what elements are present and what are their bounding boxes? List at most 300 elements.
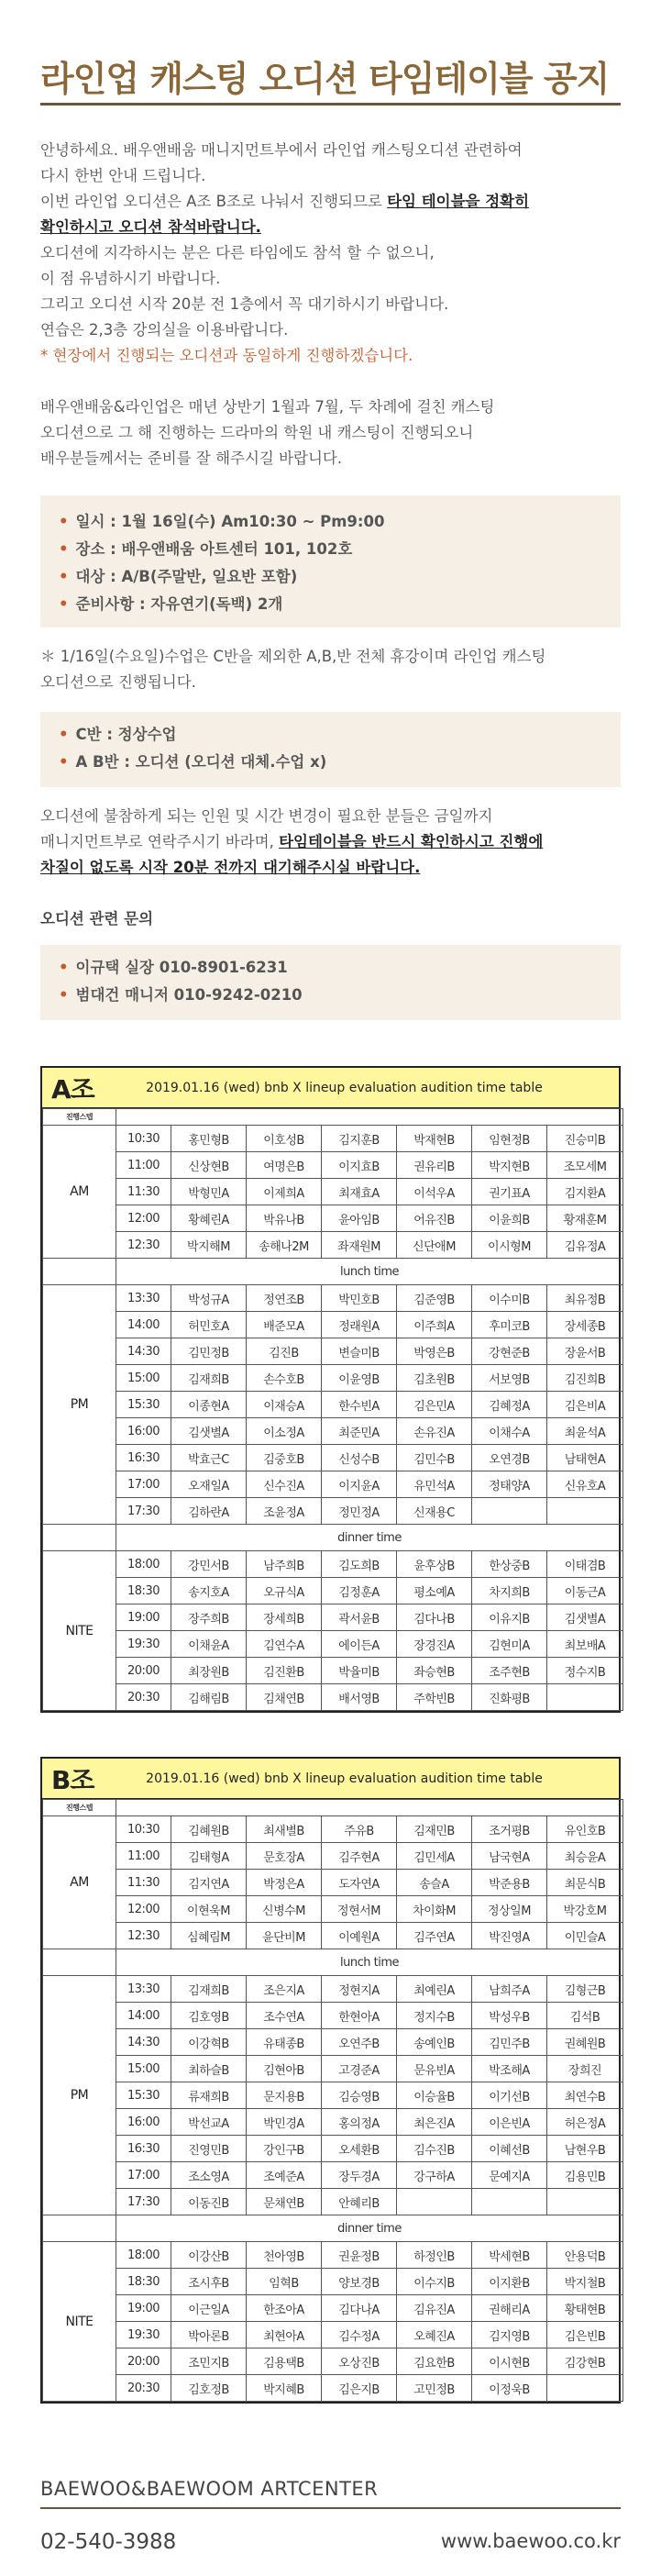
footer-phone: 02-540-3988 bbox=[40, 2530, 177, 2554]
name-cell: 차지희B bbox=[472, 1578, 547, 1604]
name-cell: 조주현B bbox=[472, 1658, 547, 1684]
name-cell: 최연수B bbox=[547, 2082, 623, 2109]
name-cell: 강구하A bbox=[397, 2162, 472, 2189]
name-cell: 윤단비M bbox=[247, 1923, 322, 1949]
name-cell: 신병수M bbox=[247, 1896, 322, 1923]
name-cell: 한현아A bbox=[322, 2003, 397, 2029]
name-cell: 김중호B bbox=[247, 1445, 322, 1471]
name-cell: 조은지A bbox=[247, 1976, 322, 2003]
name-cell: 이재승A bbox=[247, 1392, 322, 1418]
table-row bbox=[43, 1205, 623, 1232]
name-cell: 에이든A bbox=[322, 1631, 397, 1658]
session-label: NITE bbox=[43, 2242, 116, 2402]
name-cell: 이석우A bbox=[397, 1179, 472, 1205]
header-spacer bbox=[116, 1800, 623, 1816]
name-cell: 이지환B bbox=[472, 2269, 547, 2295]
name-cell: 김다나B bbox=[397, 1604, 472, 1631]
name-cell: 여명은B bbox=[247, 1152, 322, 1179]
name-cell: 이강혁B bbox=[171, 2029, 247, 2056]
table-row bbox=[43, 1684, 623, 1711]
name-cell: 이유지B bbox=[472, 1604, 547, 1631]
change-line: 오디션에 불참하게 되는 인원 및 시간 변경이 필요한 분들은 금일까지 bbox=[40, 807, 493, 825]
name-cell: 김초원B bbox=[397, 1365, 472, 1392]
emphasis-text: 타임 테이블을 정확히 bbox=[387, 193, 530, 210]
name-cell: 도자연A bbox=[322, 1870, 397, 1896]
name-cell: 차이화M bbox=[397, 1896, 472, 1923]
name-cell: 류재희B bbox=[171, 2082, 247, 2109]
info-item: • 준비사항 : 자유연기(독백) 2개 bbox=[59, 595, 283, 613]
name-cell: 박조해A bbox=[472, 2056, 547, 2082]
name-cell: 이지효B bbox=[322, 1152, 397, 1179]
intro-line: 이번 라인업 오디션은 A조 B조로 나눠서 진행되므로 타임 테이블을 정확히 bbox=[40, 193, 530, 210]
name-cell: 이강산B bbox=[171, 2242, 247, 2269]
name-cell: 허민호A bbox=[171, 1312, 247, 1338]
name-cell: 최보배A bbox=[547, 1631, 623, 1658]
name-cell: 김정훈A bbox=[322, 1578, 397, 1604]
time-cell: 14:00 bbox=[116, 2003, 171, 2029]
name-cell: 이시현B bbox=[472, 2348, 547, 2375]
time-cell: 18:00 bbox=[116, 1551, 171, 1578]
name-cell: 최재효A bbox=[322, 1179, 397, 1205]
name-cell: 이채수A bbox=[472, 1418, 547, 1445]
schedule-header bbox=[42, 1068, 619, 1108]
table-row bbox=[43, 2269, 623, 2295]
name-cell: 이정욱B bbox=[472, 2375, 547, 2402]
break-spacer bbox=[43, 1259, 116, 1285]
name-cell: 김진B bbox=[247, 1338, 322, 1365]
class-item: • C반 : 정상수업 bbox=[59, 726, 177, 743]
time-cell: 19:30 bbox=[116, 1631, 171, 1658]
name-cell: 문지용B bbox=[247, 2082, 322, 2109]
page-title: 라인업 캐스팅 오디션 타임테이블 공지 bbox=[40, 59, 610, 99]
name-cell: 정연조B bbox=[247, 1285, 322, 1312]
name-cell bbox=[472, 2189, 547, 2215]
name-cell: 정수지B bbox=[547, 1658, 623, 1684]
name-cell bbox=[547, 2375, 623, 2402]
name-cell: 이은빈A bbox=[472, 2109, 547, 2136]
break-row bbox=[43, 1525, 623, 1551]
name-cell: 오연주B bbox=[322, 2029, 397, 2056]
name-cell: 신단애M bbox=[397, 1232, 472, 1259]
time-cell: 11:00 bbox=[116, 1152, 171, 1179]
break-label: dinner time bbox=[116, 2215, 623, 2242]
name-cell: 안용덕B bbox=[547, 2242, 623, 2269]
time-cell: 13:30 bbox=[116, 1976, 171, 2003]
name-cell: 박선교A bbox=[171, 2109, 247, 2136]
name-cell: 박민호B bbox=[322, 1285, 397, 1312]
time-cell: 19:00 bbox=[116, 1604, 171, 1631]
name-cell: 서보영B bbox=[472, 1365, 547, 1392]
time-cell: 11:00 bbox=[116, 1843, 171, 1870]
info-box bbox=[40, 495, 621, 627]
time-cell: 15:30 bbox=[116, 1392, 171, 1418]
table-row bbox=[43, 2082, 623, 2109]
info-item: • 장소 : 배우앤배움 아트센터 101, 102호 bbox=[59, 540, 353, 558]
name-cell: 김재희B bbox=[171, 1365, 247, 1392]
name-cell: 박율미B bbox=[322, 1658, 397, 1684]
break-row bbox=[43, 1259, 623, 1285]
name-cell: 최하슬B bbox=[171, 2056, 247, 2082]
name-cell: 정래원A bbox=[322, 1312, 397, 1338]
name-cell: 박형민A bbox=[171, 1179, 247, 1205]
break-row bbox=[43, 2215, 623, 2242]
name-cell: 박민경A bbox=[247, 2109, 322, 2136]
table-row bbox=[43, 1285, 623, 1312]
name-cell: 하정인B bbox=[397, 2242, 472, 2269]
name-cell: 진화평B bbox=[472, 1684, 547, 1711]
name-cell: 신성수B bbox=[322, 1445, 397, 1471]
name-cell: 장윤서B bbox=[547, 1338, 623, 1365]
name-cell: 이근일A bbox=[171, 2295, 247, 2322]
time-cell: 10:30 bbox=[116, 1816, 171, 1843]
name-cell: 최문식B bbox=[547, 1870, 623, 1896]
name-cell: 배준모A bbox=[247, 1312, 322, 1338]
name-cell: 이시형M bbox=[472, 1232, 547, 1259]
intro-line: 연습은 2,3층 강의실을 이용바랍니다. bbox=[40, 321, 289, 339]
time-cell: 17:00 bbox=[116, 2162, 171, 2189]
name-cell: 안혜리B bbox=[322, 2189, 397, 2215]
table-row bbox=[43, 1312, 623, 1338]
name-cell: 이지윤A bbox=[322, 1471, 397, 1498]
name-cell: 김지훈B bbox=[322, 1126, 397, 1152]
table-row bbox=[43, 2189, 623, 2215]
schedule-group-b bbox=[40, 1757, 621, 2404]
name-cell: 박지혜B bbox=[247, 2375, 322, 2402]
name-cell: 박준용B bbox=[472, 1870, 547, 1896]
name-cell: 좌승현B bbox=[397, 1658, 472, 1684]
name-cell: 박진영A bbox=[472, 1923, 547, 1949]
table-row bbox=[43, 2162, 623, 2189]
name-cell: 최새별B bbox=[247, 1816, 322, 1843]
name-cell: 허은정A bbox=[547, 2109, 623, 2136]
name-cell: 이채윤A bbox=[171, 1631, 247, 1658]
name-cell: 박영은B bbox=[397, 1338, 472, 1365]
table-row bbox=[43, 1418, 623, 1445]
time-cell: 16:30 bbox=[116, 2136, 171, 2162]
intro-text bbox=[40, 138, 627, 472]
table-row bbox=[43, 1232, 623, 1259]
name-cell: 박아론B bbox=[171, 2322, 247, 2348]
time-cell: 17:00 bbox=[116, 1471, 171, 1498]
name-cell: 좌재원M bbox=[322, 1232, 397, 1259]
name-cell: 김호영B bbox=[171, 2003, 247, 2029]
time-cell: 18:30 bbox=[116, 2269, 171, 2295]
change-line bbox=[40, 855, 627, 881]
table-row bbox=[43, 2348, 623, 2375]
name-cell bbox=[397, 2189, 472, 2215]
name-cell: 김주현A bbox=[322, 1843, 397, 1870]
name-cell: 김재희B bbox=[171, 1976, 247, 2003]
table-row bbox=[43, 2322, 623, 2348]
name-cell: 이종현A bbox=[171, 1392, 247, 1418]
table-row bbox=[43, 1338, 623, 1365]
table-row bbox=[43, 1976, 623, 2003]
name-cell: 김샛별A bbox=[171, 1418, 247, 1445]
name-cell: 김샛별A bbox=[547, 1604, 623, 1631]
time-cell: 11:30 bbox=[116, 1870, 171, 1896]
name-cell: 윤후상B bbox=[397, 1551, 472, 1578]
name-cell: 남희주A bbox=[472, 1976, 547, 2003]
name-cell: 조예준A bbox=[247, 2162, 322, 2189]
time-cell: 10:30 bbox=[116, 1126, 171, 1152]
name-cell: 김혜정A bbox=[472, 1392, 547, 1418]
name-cell: 장세희B bbox=[247, 1604, 322, 1631]
table-row bbox=[43, 1631, 623, 1658]
name-cell: 오세환B bbox=[322, 2136, 397, 2162]
name-cell: 고민정B bbox=[397, 2375, 472, 2402]
name-cell: 김하란A bbox=[171, 1498, 247, 1525]
name-cell: 정태양A bbox=[472, 1471, 547, 1498]
change-line: 매니지먼트부로 연락주시기 바라며, 타임테이블을 반드시 확인하시고 진행에 bbox=[40, 833, 544, 850]
schedule-title: 2019.01.16 (wed) bnb X lineup evaluation audition time table bbox=[146, 1080, 543, 1095]
name-cell: 김호정B bbox=[171, 2375, 247, 2402]
emphasis-text: 확인하시고 오디션 참석바랍니다. bbox=[40, 218, 261, 236]
name-cell: 권윤정B bbox=[322, 2242, 397, 2269]
name-cell: 김민정B bbox=[171, 1338, 247, 1365]
name-cell: 김주연A bbox=[397, 1923, 472, 1949]
name-cell: 김은빈B bbox=[547, 2322, 623, 2348]
name-cell: 남주희B bbox=[247, 1551, 322, 1578]
name-cell: 박효근C bbox=[171, 1445, 247, 1471]
name-cell: 유태종B bbox=[247, 2029, 322, 2056]
name-cell: 유인호B bbox=[547, 1816, 623, 1843]
name-cell: 조모세M bbox=[547, 1152, 623, 1179]
session-label: PM bbox=[43, 1285, 116, 1525]
name-cell: 김민세A bbox=[397, 1843, 472, 1870]
table-row bbox=[43, 1896, 623, 1923]
note-text bbox=[40, 644, 627, 695]
name-cell bbox=[547, 1684, 623, 1711]
table-row bbox=[43, 2295, 623, 2322]
name-cell: 박세현B bbox=[472, 2242, 547, 2269]
time-cell: 16:30 bbox=[116, 1445, 171, 1471]
table-row bbox=[43, 2136, 623, 2162]
name-cell: 이민슬A bbox=[547, 1923, 623, 1949]
name-cell: 김지환A bbox=[547, 1179, 623, 1205]
name-cell: 오규식A bbox=[247, 1578, 322, 1604]
table-row bbox=[43, 1445, 623, 1471]
name-cell: 고경준A bbox=[322, 2056, 397, 2082]
table-row bbox=[43, 1658, 623, 1684]
time-cell: 15:00 bbox=[116, 1365, 171, 1392]
name-cell: 김은비A bbox=[547, 1392, 623, 1418]
name-cell: 홍의정A bbox=[322, 2109, 397, 2136]
name-cell: 평소예A bbox=[397, 1578, 472, 1604]
table-row bbox=[43, 1179, 623, 1205]
name-cell: 황태현B bbox=[547, 2295, 623, 2322]
name-cell: 신수진A bbox=[247, 1471, 322, 1498]
note-line: ＊ 1/16일(수요일)수업은 C반을 제외한 A,B,반 전체 휴강이며 라인업 캐스팅 bbox=[40, 648, 546, 665]
name-cell: 이수지B bbox=[397, 2269, 472, 2295]
name-cell: 남현우B bbox=[547, 2136, 623, 2162]
name-cell: 천아영B bbox=[247, 2242, 322, 2269]
name-cell: 조소영A bbox=[171, 2162, 247, 2189]
emphasis-text: 타임테이블을 반드시 확인하시고 진행에 bbox=[279, 833, 544, 850]
name-cell: 김유진A bbox=[397, 2295, 472, 2322]
time-cell: 15:00 bbox=[116, 2056, 171, 2082]
name-cell: 박정은A bbox=[247, 1870, 322, 1896]
time-cell: 14:30 bbox=[116, 2029, 171, 2056]
name-cell: 박성우B bbox=[472, 2003, 547, 2029]
header-spacer bbox=[116, 1109, 623, 1126]
name-cell: 한조아A bbox=[247, 2295, 322, 2322]
session-label: PM bbox=[43, 1976, 116, 2215]
name-cell: 임현정B bbox=[472, 1126, 547, 1152]
break-label: lunch time bbox=[116, 1949, 623, 1976]
name-cell: 이윤영B bbox=[322, 1365, 397, 1392]
name-cell: 손유진A bbox=[397, 1418, 472, 1445]
name-cell: 심혜림M bbox=[171, 1923, 247, 1949]
name-cell: 곽서윤B bbox=[322, 1604, 397, 1631]
break-row bbox=[43, 1949, 623, 1976]
name-cell: 홍민형B bbox=[171, 1126, 247, 1152]
table-row bbox=[43, 1126, 623, 1152]
name-cell: 최현아A bbox=[247, 2322, 322, 2348]
intro-line bbox=[40, 215, 627, 240]
schedule-header bbox=[42, 1759, 619, 1799]
name-cell: 문호장A bbox=[247, 1843, 322, 1870]
name-cell: 진승미B bbox=[547, 1126, 623, 1152]
name-cell: 유민석A bbox=[397, 1471, 472, 1498]
table-row bbox=[43, 1471, 623, 1498]
name-cell: 후미코B bbox=[472, 1312, 547, 1338]
table-row bbox=[43, 1498, 623, 1525]
time-cell: 14:00 bbox=[116, 1312, 171, 1338]
name-cell: 김현미A bbox=[472, 1631, 547, 1658]
name-cell: 이주희A bbox=[397, 1312, 472, 1338]
time-cell: 14:30 bbox=[116, 1338, 171, 1365]
name-cell bbox=[547, 2189, 623, 2215]
name-cell: 송예인B bbox=[397, 2029, 472, 2056]
table-row bbox=[43, 1392, 623, 1418]
time-cell: 12:00 bbox=[116, 1896, 171, 1923]
name-cell: 이예원A bbox=[322, 1923, 397, 1949]
name-cell: 오연경B bbox=[472, 1445, 547, 1471]
name-cell: 강인구B bbox=[247, 2136, 322, 2162]
name-cell: 조윤정A bbox=[247, 1498, 322, 1525]
session-label: AM bbox=[43, 1126, 116, 1259]
intro-line: 배우분들께서는 준비를 잘 해주시길 바랍니다. bbox=[40, 450, 343, 467]
break-spacer bbox=[43, 1525, 116, 1551]
name-cell bbox=[472, 1498, 547, 1525]
name-cell: 이제희A bbox=[247, 1179, 322, 1205]
table-row bbox=[43, 1923, 623, 1949]
name-cell: 김연수A bbox=[247, 1631, 322, 1658]
name-cell: 최준민A bbox=[322, 1418, 397, 1445]
name-cell: 신유호A bbox=[547, 1471, 623, 1498]
session-label: AM bbox=[43, 1816, 116, 1949]
name-cell: 조거평B bbox=[472, 1816, 547, 1843]
name-cell: 정현지A bbox=[322, 1976, 397, 2003]
name-cell: 이윤희B bbox=[472, 1205, 547, 1232]
name-cell: 장세종B bbox=[547, 1312, 623, 1338]
table-row bbox=[43, 2056, 623, 2082]
name-cell: 김요한B bbox=[397, 2348, 472, 2375]
time-cell: 12:30 bbox=[116, 1232, 171, 1259]
emphasis-text: 차질이 없도록 시작 20분 전까지 대기해주시실 바랍니다. bbox=[40, 859, 421, 876]
time-cell: 20:30 bbox=[116, 1684, 171, 1711]
name-cell: 이동근A bbox=[547, 1578, 623, 1604]
break-label: dinner time bbox=[116, 1525, 623, 1551]
info-item: • 대상 : A/B(주말반, 일요반 포함) bbox=[59, 568, 298, 585]
name-cell: 조수연A bbox=[247, 2003, 322, 2029]
staff-header-cell: 진행스텝 bbox=[43, 1800, 116, 1816]
contact-item: • 범대건 매니저 010-9242-0210 bbox=[59, 986, 303, 1004]
name-cell: 문채연B bbox=[247, 2189, 322, 2215]
name-cell: 박재현B bbox=[397, 1126, 472, 1152]
name-cell: 어유진B bbox=[397, 1205, 472, 1232]
intro-line: 오디션으로 그 해 진행하는 드라마의 학원 내 캐스팅이 진행되오니 bbox=[40, 424, 474, 441]
name-cell: 이현욱M bbox=[171, 1896, 247, 1923]
name-cell: 황혜린A bbox=[171, 1205, 247, 1232]
intro-line: 오디션에 지각하시는 분은 다른 타임에도 참석 할 수 없으니, bbox=[40, 244, 435, 261]
intro-line: 배우앤배움&라인업은 매년 상반기 1월과 7월, 두 차례에 걸친 캐스팅 bbox=[40, 398, 495, 416]
name-cell: 김현아B bbox=[247, 2056, 322, 2082]
name-cell: 권기표A bbox=[472, 1179, 547, 1205]
name-cell: 한상중B bbox=[472, 1551, 547, 1578]
schedule-title: 2019.01.16 (wed) bnb X lineup evaluation audition time table bbox=[146, 1771, 543, 1786]
group-label: B조 bbox=[51, 1764, 94, 1795]
name-cell: 송해나2M bbox=[247, 1232, 322, 1259]
name-cell: 이수미B bbox=[472, 1285, 547, 1312]
intro-note: * 현장에서 진행되는 오디션과 동일하게 진행하겠습니다. bbox=[40, 347, 413, 364]
time-cell: 11:30 bbox=[116, 1179, 171, 1205]
table-row bbox=[43, 1152, 623, 1179]
time-cell: 12:00 bbox=[116, 1205, 171, 1232]
name-cell: 황재훈M bbox=[547, 1205, 623, 1232]
name-cell: 정상일M bbox=[472, 1896, 547, 1923]
time-cell: 18:30 bbox=[116, 1578, 171, 1604]
name-cell: 오재일A bbox=[171, 1471, 247, 1498]
table-row bbox=[43, 1578, 623, 1604]
time-cell: 16:00 bbox=[116, 1418, 171, 1445]
name-cell: 배서영B bbox=[322, 1684, 397, 1711]
break-spacer bbox=[43, 2215, 116, 2242]
name-cell: 이소정A bbox=[247, 1418, 322, 1445]
table-row bbox=[43, 1604, 623, 1631]
name-cell: 오상진B bbox=[322, 2348, 397, 2375]
name-cell: 김은민A bbox=[397, 1392, 472, 1418]
contact-item: • 이규택 실장 010-8901-6231 bbox=[59, 959, 288, 976]
intro-line: 그리고 오디션 시작 20분 전 1층에서 꼭 대기하시기 바랍니다. bbox=[40, 295, 449, 313]
contact-box bbox=[40, 945, 621, 1020]
name-cell: 김은지B bbox=[322, 2375, 397, 2402]
time-cell: 13:30 bbox=[116, 1285, 171, 1312]
name-cell: 김용민B bbox=[547, 2162, 623, 2189]
name-cell: 김태형A bbox=[171, 1843, 247, 1870]
name-cell: 최예린A bbox=[397, 1976, 472, 2003]
name-cell: 박성규A bbox=[171, 1285, 247, 1312]
name-cell: 오혜진A bbox=[397, 2322, 472, 2348]
name-cell: 주학빈B bbox=[397, 1684, 472, 1711]
time-cell: 12:30 bbox=[116, 1923, 171, 1949]
name-cell: 김민주B bbox=[472, 2029, 547, 2056]
name-cell: 박강호M bbox=[547, 1896, 623, 1923]
time-cell: 19:30 bbox=[116, 2322, 171, 2348]
time-cell: 15:30 bbox=[116, 2082, 171, 2109]
name-cell: 이승율B bbox=[397, 2082, 472, 2109]
table-row bbox=[43, 2242, 623, 2269]
name-cell: 권유리B bbox=[397, 1152, 472, 1179]
name-cell: 김유정A bbox=[547, 1232, 623, 1259]
session-label: NITE bbox=[43, 1551, 116, 1711]
table-row bbox=[43, 1870, 623, 1896]
class-item: • A B반 : 오디션 (오디션 대체.수업 x) bbox=[59, 753, 327, 771]
name-cell bbox=[547, 1498, 623, 1525]
name-cell: 권해리A bbox=[472, 2295, 547, 2322]
table-row bbox=[43, 2375, 623, 2402]
name-cell: 한수빈A bbox=[322, 1392, 397, 1418]
